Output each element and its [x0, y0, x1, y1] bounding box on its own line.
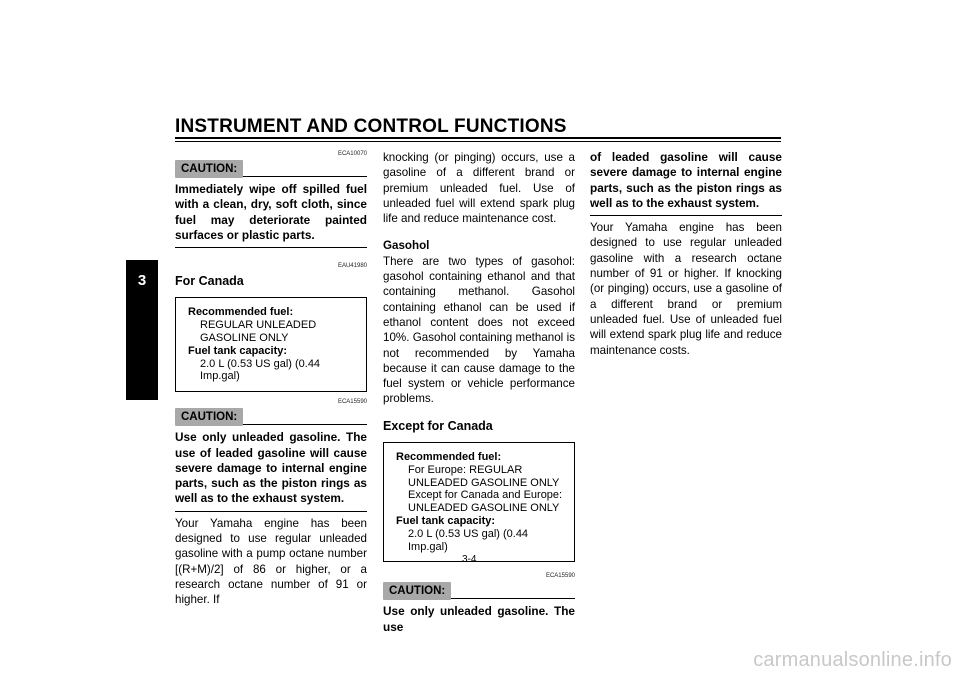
section-heading-canada: For Canada — [175, 274, 244, 289]
spec-label-fuel: Recommended fuel: — [188, 306, 294, 319]
caution-badge: CAUTION: — [383, 582, 451, 600]
column-2 — [383, 150, 575, 635]
body-paragraph: Your Yamaha engine has been designed to use regular unleaded gasoline with a research octane number of 91 or higher. If knocking (or pinging) occurs, use a gasoline of a different brand or premium unleaded fuel. Use of unleaded fuel will extend spark plug life and reduce maintenance costs. — [590, 221, 782, 357]
spec-value-capacity: 2.0 L (0.53 US gal) (0.44 Imp.gal) — [408, 527, 529, 553]
section-heading-except-canada: Except for Canada — [383, 418, 493, 433]
caution-header — [175, 408, 367, 430]
caution-rule — [243, 424, 367, 425]
caution-rule — [451, 598, 575, 599]
chapter-tab: 3 — [126, 260, 158, 400]
spec-value-fuel-other: Except for Canada and Europe: UNLEADED GASOLINE ONLY — [408, 489, 563, 515]
spec-value-fuel: REGULAR UNLEADED GASOLINE ONLY — [200, 319, 317, 345]
fuel-spec-box — [175, 297, 367, 392]
reference-code: ECA15590 — [337, 399, 367, 406]
spec-label-capacity: Fuel tank capacity: — [396, 515, 496, 528]
fuel-spec-box — [383, 442, 575, 562]
caution-text: Immediately wipe off spilled fuel with a clean, dry, soft cloth, since fuel may deteriorate painted surfaces or plastic parts. — [175, 182, 367, 248]
column-1 — [175, 150, 367, 608]
caution-badge: CAUTION: — [175, 160, 243, 178]
body-paragraph: knocking (or pinging) occurs, use a gasoline of a different brand or premium unleaded fuel. Use of unleaded fuel will extend spark plug life and reduce maintenance cost. — [383, 151, 575, 226]
column-3 — [590, 150, 782, 358]
reference-code: ECA10070 — [337, 151, 367, 157]
spec-label-capacity: Fuel tank capacity: — [188, 344, 288, 357]
reference-code: ECA15590 — [545, 573, 575, 580]
caution-header — [383, 582, 575, 604]
spec-value-capacity: 2.0 L (0.53 US gal) (0.44 Imp.gal) — [200, 357, 321, 383]
caution-header — [175, 160, 367, 182]
caution-text: Use only unleaded gasoline. The use — [383, 604, 575, 634]
header-rule-thin — [175, 141, 781, 142]
caution-text: Use only unleaded gasoline. The use of leaded gasoline will cause severe damage to internal engine parts, such as the piston rings as well as to the exhaust system. — [175, 430, 367, 511]
header-rule — [175, 137, 781, 139]
spec-label-fuel: Recommended fuel: — [396, 451, 502, 464]
subheading-gasohol: Gasohol — [383, 239, 430, 253]
page-title: INSTRUMENT AND CONTROL FUNCTIONS — [175, 116, 567, 137]
watermark: carmanualsonline.info — [753, 649, 952, 671]
body-paragraph: There are two types of gasohol: gasohol containing ethanol and that containing methanol. Gasohol containing ethanol can be used if ethanol content does not exceed 10%. Gasohol containing methanol is not recommended by Yamaha because it can cause damage to the fuel system or vehicle performance problems. — [383, 254, 575, 406]
caution-text-continued: of leaded gasoline will cause severe damage to internal engine parts, such as the piston rings as well as to the exhaust system. — [590, 150, 782, 216]
spec-value-fuel-europe: For Europe: REGULAR UNLEADED GASOLINE ONLY — [408, 463, 560, 489]
body-paragraph: Your Yamaha engine has been designed to use regular unleaded gasoline with a pump octane number [(R+M)/2] of 86 or higher, or a research octane number of 91 or higher. If — [175, 516, 367, 607]
page-number: 3-4 — [462, 554, 477, 565]
reference-code: EAU41980 — [337, 263, 367, 270]
caution-badge: CAUTION: — [175, 408, 243, 426]
caution-rule — [243, 176, 367, 177]
